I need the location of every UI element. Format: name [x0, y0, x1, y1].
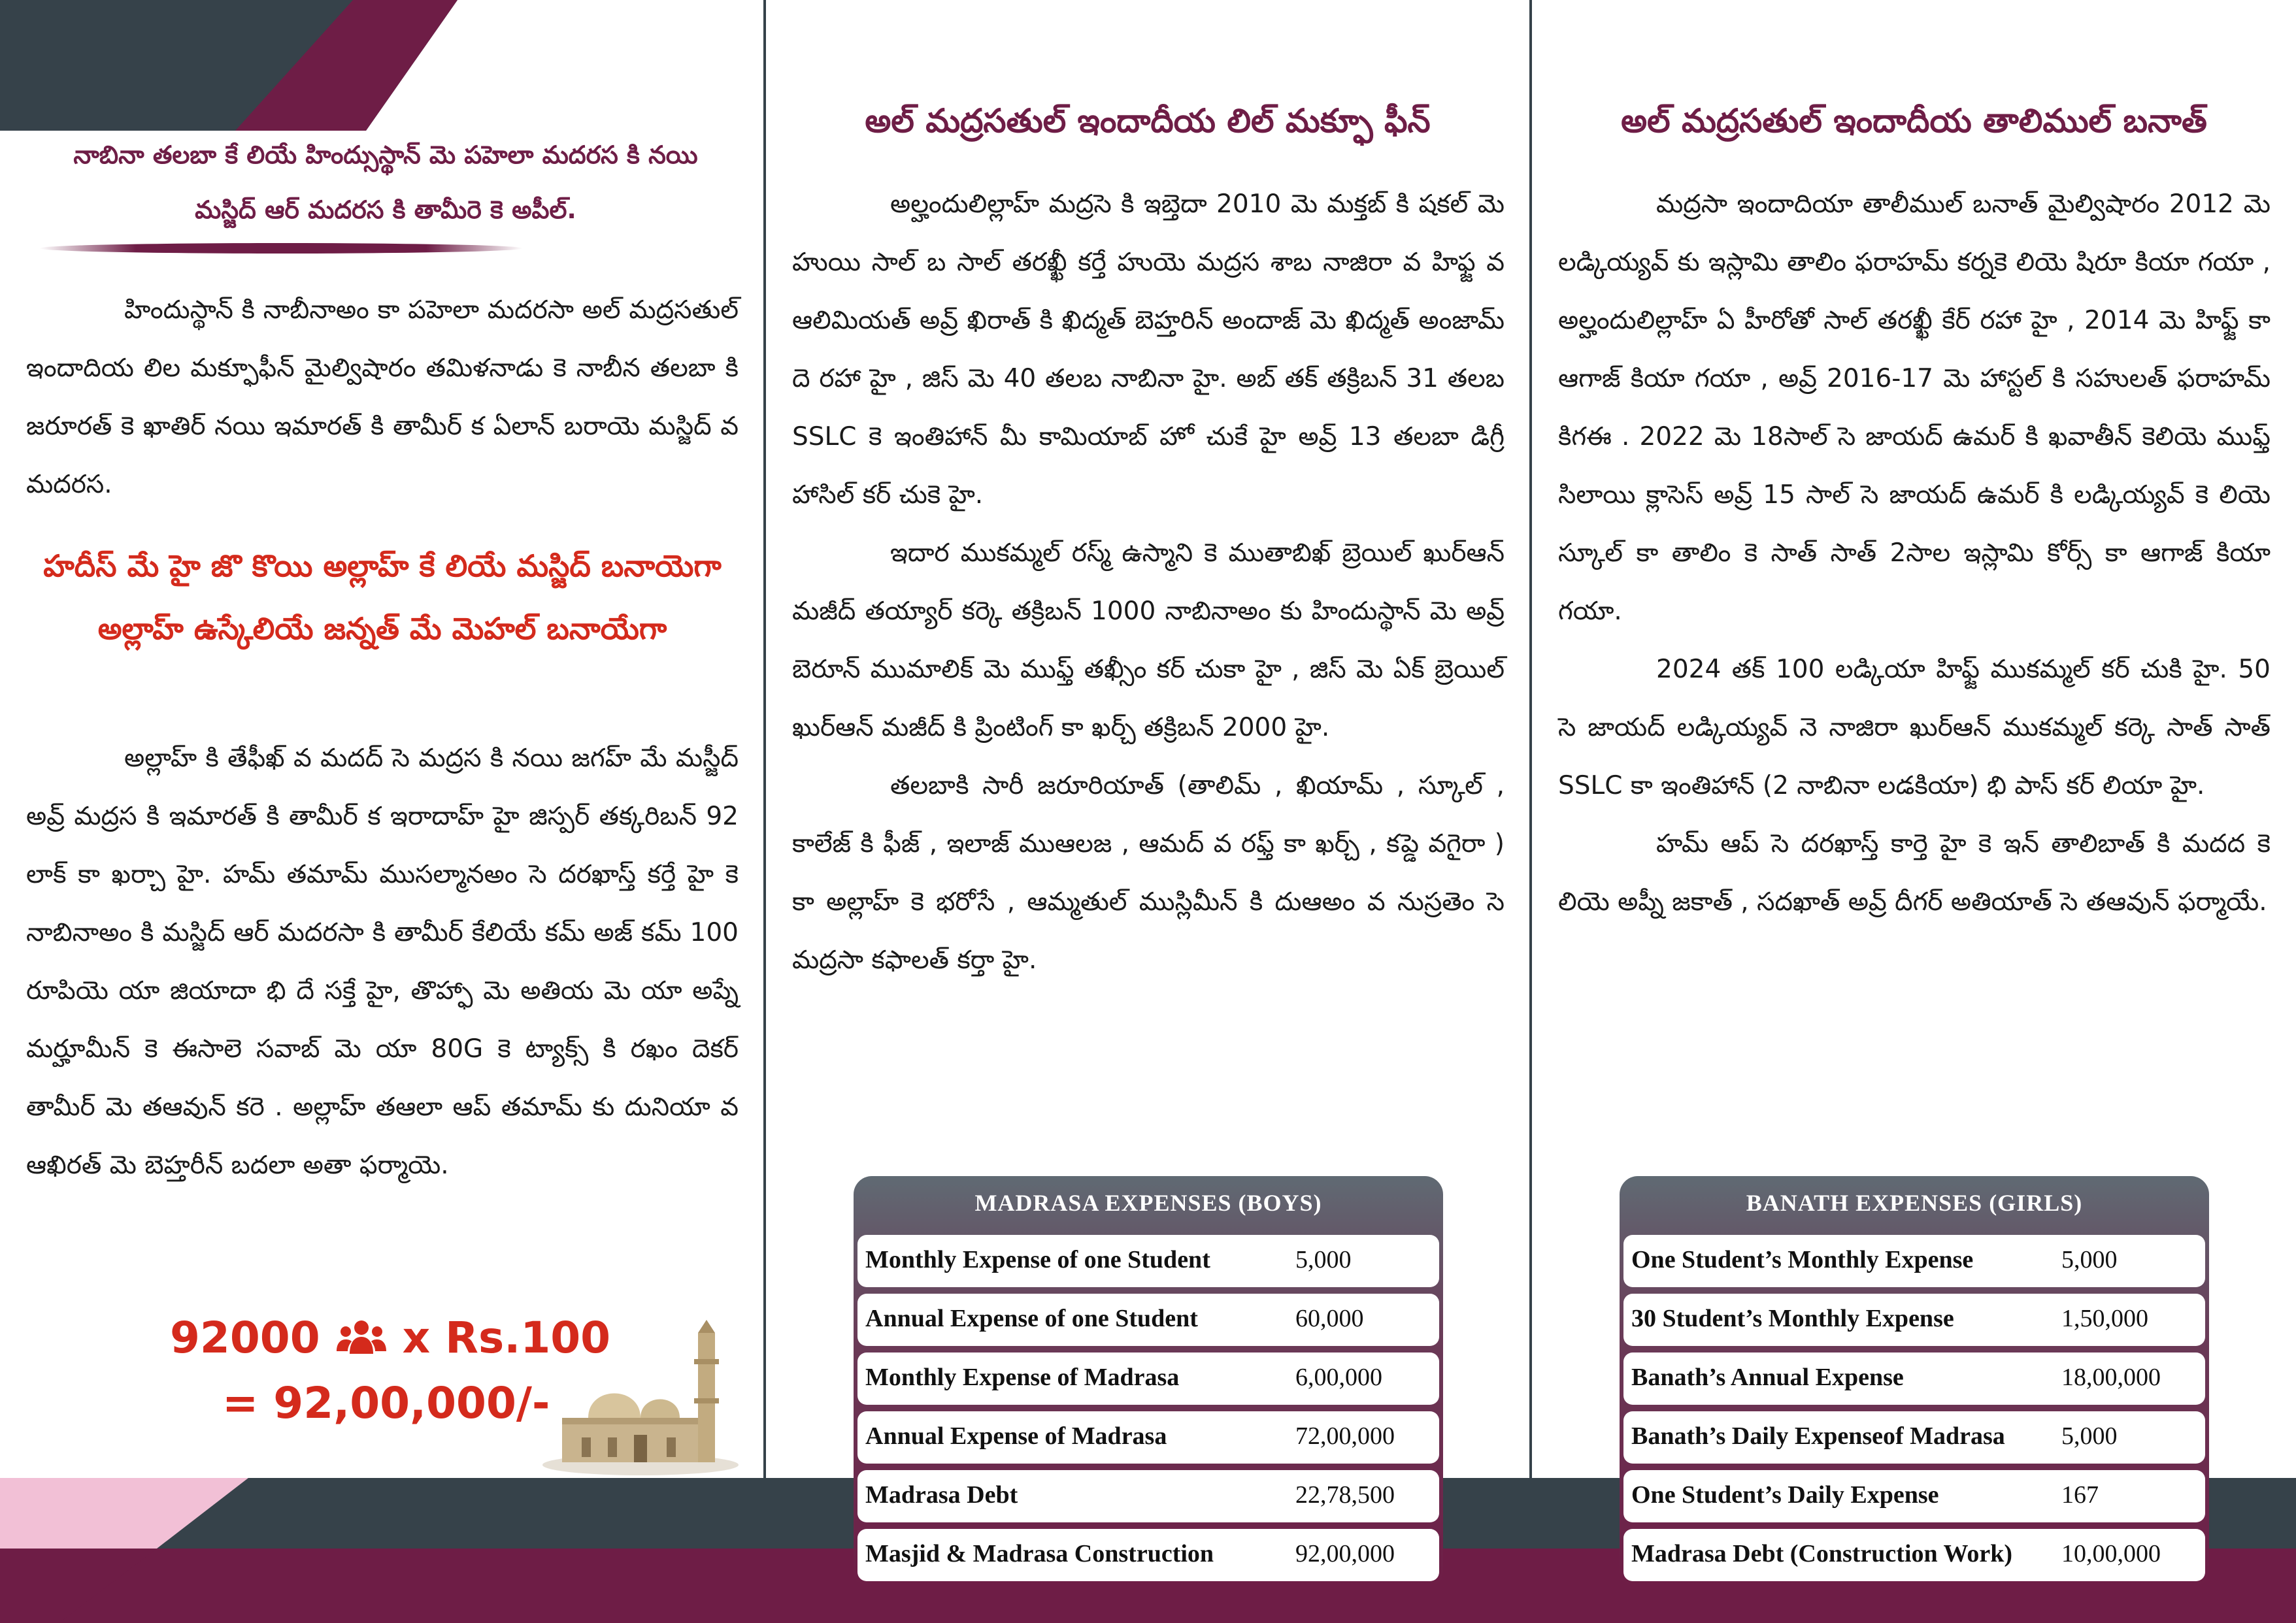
title-underline: [39, 243, 523, 254]
table-row: [857, 1411, 1439, 1464]
row-label: 30 Student’s Monthly Expense: [1631, 1305, 1954, 1332]
paragraph-history: అల్హందులిల్లాహ్ మద్రసె కి ఇబ్తెదా 2010 మె మక్తబ్ కి షకల్ మె హుయి సాల్ బ సాల్ తరఖ్ఖీ కర్తే హుయె మద్రస శాబ నాజిరా వ హిఫ్జ వ ఆలిమియత్ అవ్ర్ ఖిరాత్ కి ఖిద్మత్ బెహ్తరిన్ అందాజ్ మె ఖిద్మత్ అంజామ్ దె రహా హై , జిస్ మె 40 తలబ నాబినా హై. అబ్ తక్ తక్రిబన్ 31 తలబ SSLC కె ఇంతిహాన్ మీ కామియాబ్ హో చుకే హై అవ్ర్ 13 తలబా డిగ్రీ హాసిల్ కర్ చుకె హై.: [792, 189, 1505, 510]
row-value: 5,000: [2061, 1422, 2118, 1450]
appeal-paragraph: [26, 729, 739, 1194]
madrasa-description: [792, 175, 1505, 989]
table-row: [1623, 1352, 2205, 1405]
calc-total: = 92,00,000/-: [222, 1377, 550, 1428]
panel-appeal: [0, 0, 763, 1478]
row-value: 5,000: [2061, 1246, 2118, 1273]
corner-decoration-top: [0, 0, 763, 131]
row-label: Madrasa Debt: [865, 1481, 1018, 1509]
row-label: Madrasa Debt (Construction Work): [1631, 1540, 2013, 1567]
table-title: MADRASA EXPENSES (BOYS): [974, 1190, 1322, 1216]
expense-table-girls: [1620, 1176, 2209, 1586]
row-value: 6,00,000: [1295, 1364, 1382, 1391]
row-value: 18,00,000: [2061, 1364, 2161, 1391]
people-icon: [335, 1309, 388, 1372]
table-row: [857, 1294, 1439, 1346]
paragraph-achievements: 2024 తక్ 100 లడ్కియా హిఫ్జ్ ముకమ్మల్ కర్ చుకి హై. 50 సె జాయద్ లడ్కియ్యవ్ నె నాజిరా ఖుర్ఆన్ ముకమ్మల్ కర్కె సాత్ సాత్ SSLC కా ఇంతిహాన్ (2 నాబినా లడకియా) భి పాస్ కర్ లియా హై.: [1558, 655, 2271, 800]
panel-banath-girls: [1532, 0, 2296, 1567]
table-title: BANATH EXPENSES (GIRLS): [1746, 1190, 2083, 1216]
banath-description: [1558, 175, 2271, 931]
calc-number: 92000: [170, 1313, 320, 1363]
row-value: 60,000: [1295, 1305, 1364, 1332]
corner-decoration-bottom: [0, 1478, 763, 1623]
intro-paragraph: [26, 281, 739, 514]
row-value: 5,000: [1295, 1246, 1352, 1273]
table-row: [1623, 1294, 2205, 1346]
mosque-illustration: [542, 1320, 758, 1477]
row-label: One Student’s Daily Expense: [1631, 1481, 1939, 1509]
row-value: 10,00,000: [2061, 1540, 2161, 1567]
panel-title: అల్ మద్రసతుల్ ఇందాదీయ లిల్ మక్ఫూ ఫీన్: [865, 102, 1431, 140]
table-row: [1623, 1411, 2205, 1464]
row-value: 1,50,000: [2061, 1305, 2148, 1332]
panel-title: అల్ మద్రసతుల్ ఇందాదీయ తాలిముల్ బనాత్: [1621, 102, 2207, 140]
paragraph-history: మద్రసా ఇందాదియా తాలీముల్ బనాత్ మైల్విషారం 2012 మె లడ్కియ్యవ్ కు ఇస్లామి తాలిం ఫరాహమ్ కర్నకె లియె షిరూ కియా గయా , అల్హందులిల్లాహ్ ఏ హీరోతో సాల్ తరఖ్ఖీ కేర్ రహా హై , 2014 మె హిఫ్జ్ కా ఆగాజ్ కియా గయా , అవ్ర్ 2016-17 మె హాస్టల్ కి సహులత్ ఫరాహమ్ కిగఈ . 2022 మె 18సాల్ సె జాయద్ ఉమర్ కి ఖవాతీన్ కెలియె ముఫ్త్ సిలాయి క్లాసెస్ అవ్ర్ 15 సాల్ సె జాయద్ ఉమర్ కి లడ్కియ్యవ్ కె లియె స్కూల్ కా తాలిం కె సాత్ సాత్ 2సాల ఇస్లామి కోర్స్ కా ఆగాజ్ కియా గయా.: [1558, 189, 2271, 626]
table-row: [1623, 1529, 2205, 1581]
panel-madrasa-boys: [766, 0, 1529, 1567]
calc-suffix: x Rs.100: [402, 1313, 611, 1363]
appeal-title: నాబినా తలబా కే లియే హింద్సుస్థాన్ మె పహెలా మదరస కి నయి మస్జిద్ ఆర్ మదరస కి తామీరె కె అపీల్.: [73, 140, 698, 224]
row-value: 167: [2061, 1481, 2099, 1509]
row-label: Masjid & Madrasa Construction: [865, 1540, 1214, 1567]
appeal-body-text: అల్లాహ్ కి తేఫీఖ్ వ మదద్ సె మద్రస కి నయి జగహ్ మే మస్జీద్ అవ్ర్ మద్రస కి ఇమారత్ కి తామీర్ క ఇరాదాహ్ హై జిస్పర్ తక్కరిబన్ 92 లాక్ కా ఖర్చా హై. హమ్ తమామ్ ముసల్మానఅం సె దరఖాస్త్ కర్తే హై కె నాబినాఅం కి మస్జిద్ ఆర్ మదరసా కి తామీర్ కేలియే కమ్ అజ్ కమ్ 100 రూపియె యా జియాదా భి దే సక్తే హై, తొహ్ఫా మె అతియ మె యా అప్నే మర్హూమీన్ కె ఈసాలె సవాబ్ మె యా 80G కె ట్యాక్స్ కి రఖం దెకర్ తామీర్ మె తఆవున్ కరె . అల్లాహ్ తఆలా ఆప్ తమామ్ కు దునియా వ ఆఖిరత్ మె బెహ్తరీన్ బదలా అతా ఫర్మాయె.: [26, 744, 739, 1180]
paragraph-braille-quran: ఇదార ముకమ్మల్ రస్మ్ ఉస్మాని కె ముతాబిఖ్ బ్రెయిల్ ఖుర్ఆన్ మజీద్ తయ్యార్ కర్కె తక్రిబన్ 1000 నాబినాఅం కు హిందుస్థాన్ మె అవ్ర్ బెరూన్ ముమాలిక్ మె ముఫ్త్ తఖ్సీం కర్ చుకా హై , జిస్ మె ఏక్ బ్రెయిల్ ఖుర్ఆన్ మజీద్ కి ప్రింటింగ్ కా ఖర్చ్ తక్రిబన్ 2000 హై.: [792, 538, 1505, 742]
hadith-quote: హదీస్ మే హై జొ కొయి అల్లాహ్ కే లియే మస్జిద్ బనాయెగా అల్లాహ్ ఉస్కేలియే జన్నత్ మే మెహల్ బనాయేగా: [43, 548, 722, 646]
table-row: [1623, 1470, 2205, 1522]
row-label: Monthly Expense of Madrasa: [865, 1364, 1180, 1391]
row-label: Banath’s Annual Expense: [1631, 1364, 1904, 1391]
paragraph-needs: తలబాకి సారీ జరూరియాత్ (తాలిమ్ , ఖియామ్ , స్కూల్ , కాలేజ్ కి ఫీజ్ , ఇలాజ్ ముఆలజ , ఆమద్ వ రఫ్త్ కా ఖర్చ్ , కప్డె వగైరా ) కా అల్లాహ్ కె భరోసే , ఆమ్మతుల్ ముస్లిమీన్ కి దుఆఅం వ నుస్రతెం సె మద్రసా కఫాలత్ కర్తా హై.: [792, 771, 1505, 975]
table-row: [857, 1470, 1439, 1522]
row-value: 22,78,500: [1295, 1481, 1395, 1509]
table-row: [857, 1235, 1439, 1287]
row-label: Annual Expense of one Student: [865, 1305, 1198, 1332]
row-label: Annual Expense of Madrasa: [865, 1422, 1167, 1450]
row-label: Banath’s Daily Expenseof Madrasa: [1631, 1422, 2005, 1450]
row-value: 92,00,000: [1295, 1540, 1395, 1567]
paragraph-request: హమ్ ఆప్ సె దరఖాస్త్ కార్తె హై కె ఇన్ తాలిబాత్ కి మదద కె లియె అప్నీ జకాత్ , సదఖాత్ అవ్ర్ దీగర్ అతియాత్ సె తఆవున్ ఫర్మాయే.: [1558, 829, 2271, 917]
table-row: [1623, 1235, 2205, 1287]
row-label: One Student’s Monthly Expense: [1631, 1246, 1974, 1273]
table-row: [857, 1529, 1439, 1581]
row-value: 72,00,000: [1295, 1422, 1395, 1450]
expense-table-boys: [854, 1176, 1443, 1586]
intro-text: హిందుస్థాన్ కి నాబీనాఅం కా పహెలా మదరసా అల్ మద్రసతుల్ ఇందాదియ లిల మక్ఫూఫీన్ మైల్విషారం తమిళనాడు కె నాబీన తలబా కి జరూరత్ కె ఖాతిర్ నయి ఇమారత్ కి తామీర్ క ఏలాన్ బరాయె మస్జిద్ వ మదరస.: [26, 295, 739, 499]
row-label: Monthly Expense of one Student: [865, 1246, 1210, 1273]
table-row: [857, 1352, 1439, 1405]
